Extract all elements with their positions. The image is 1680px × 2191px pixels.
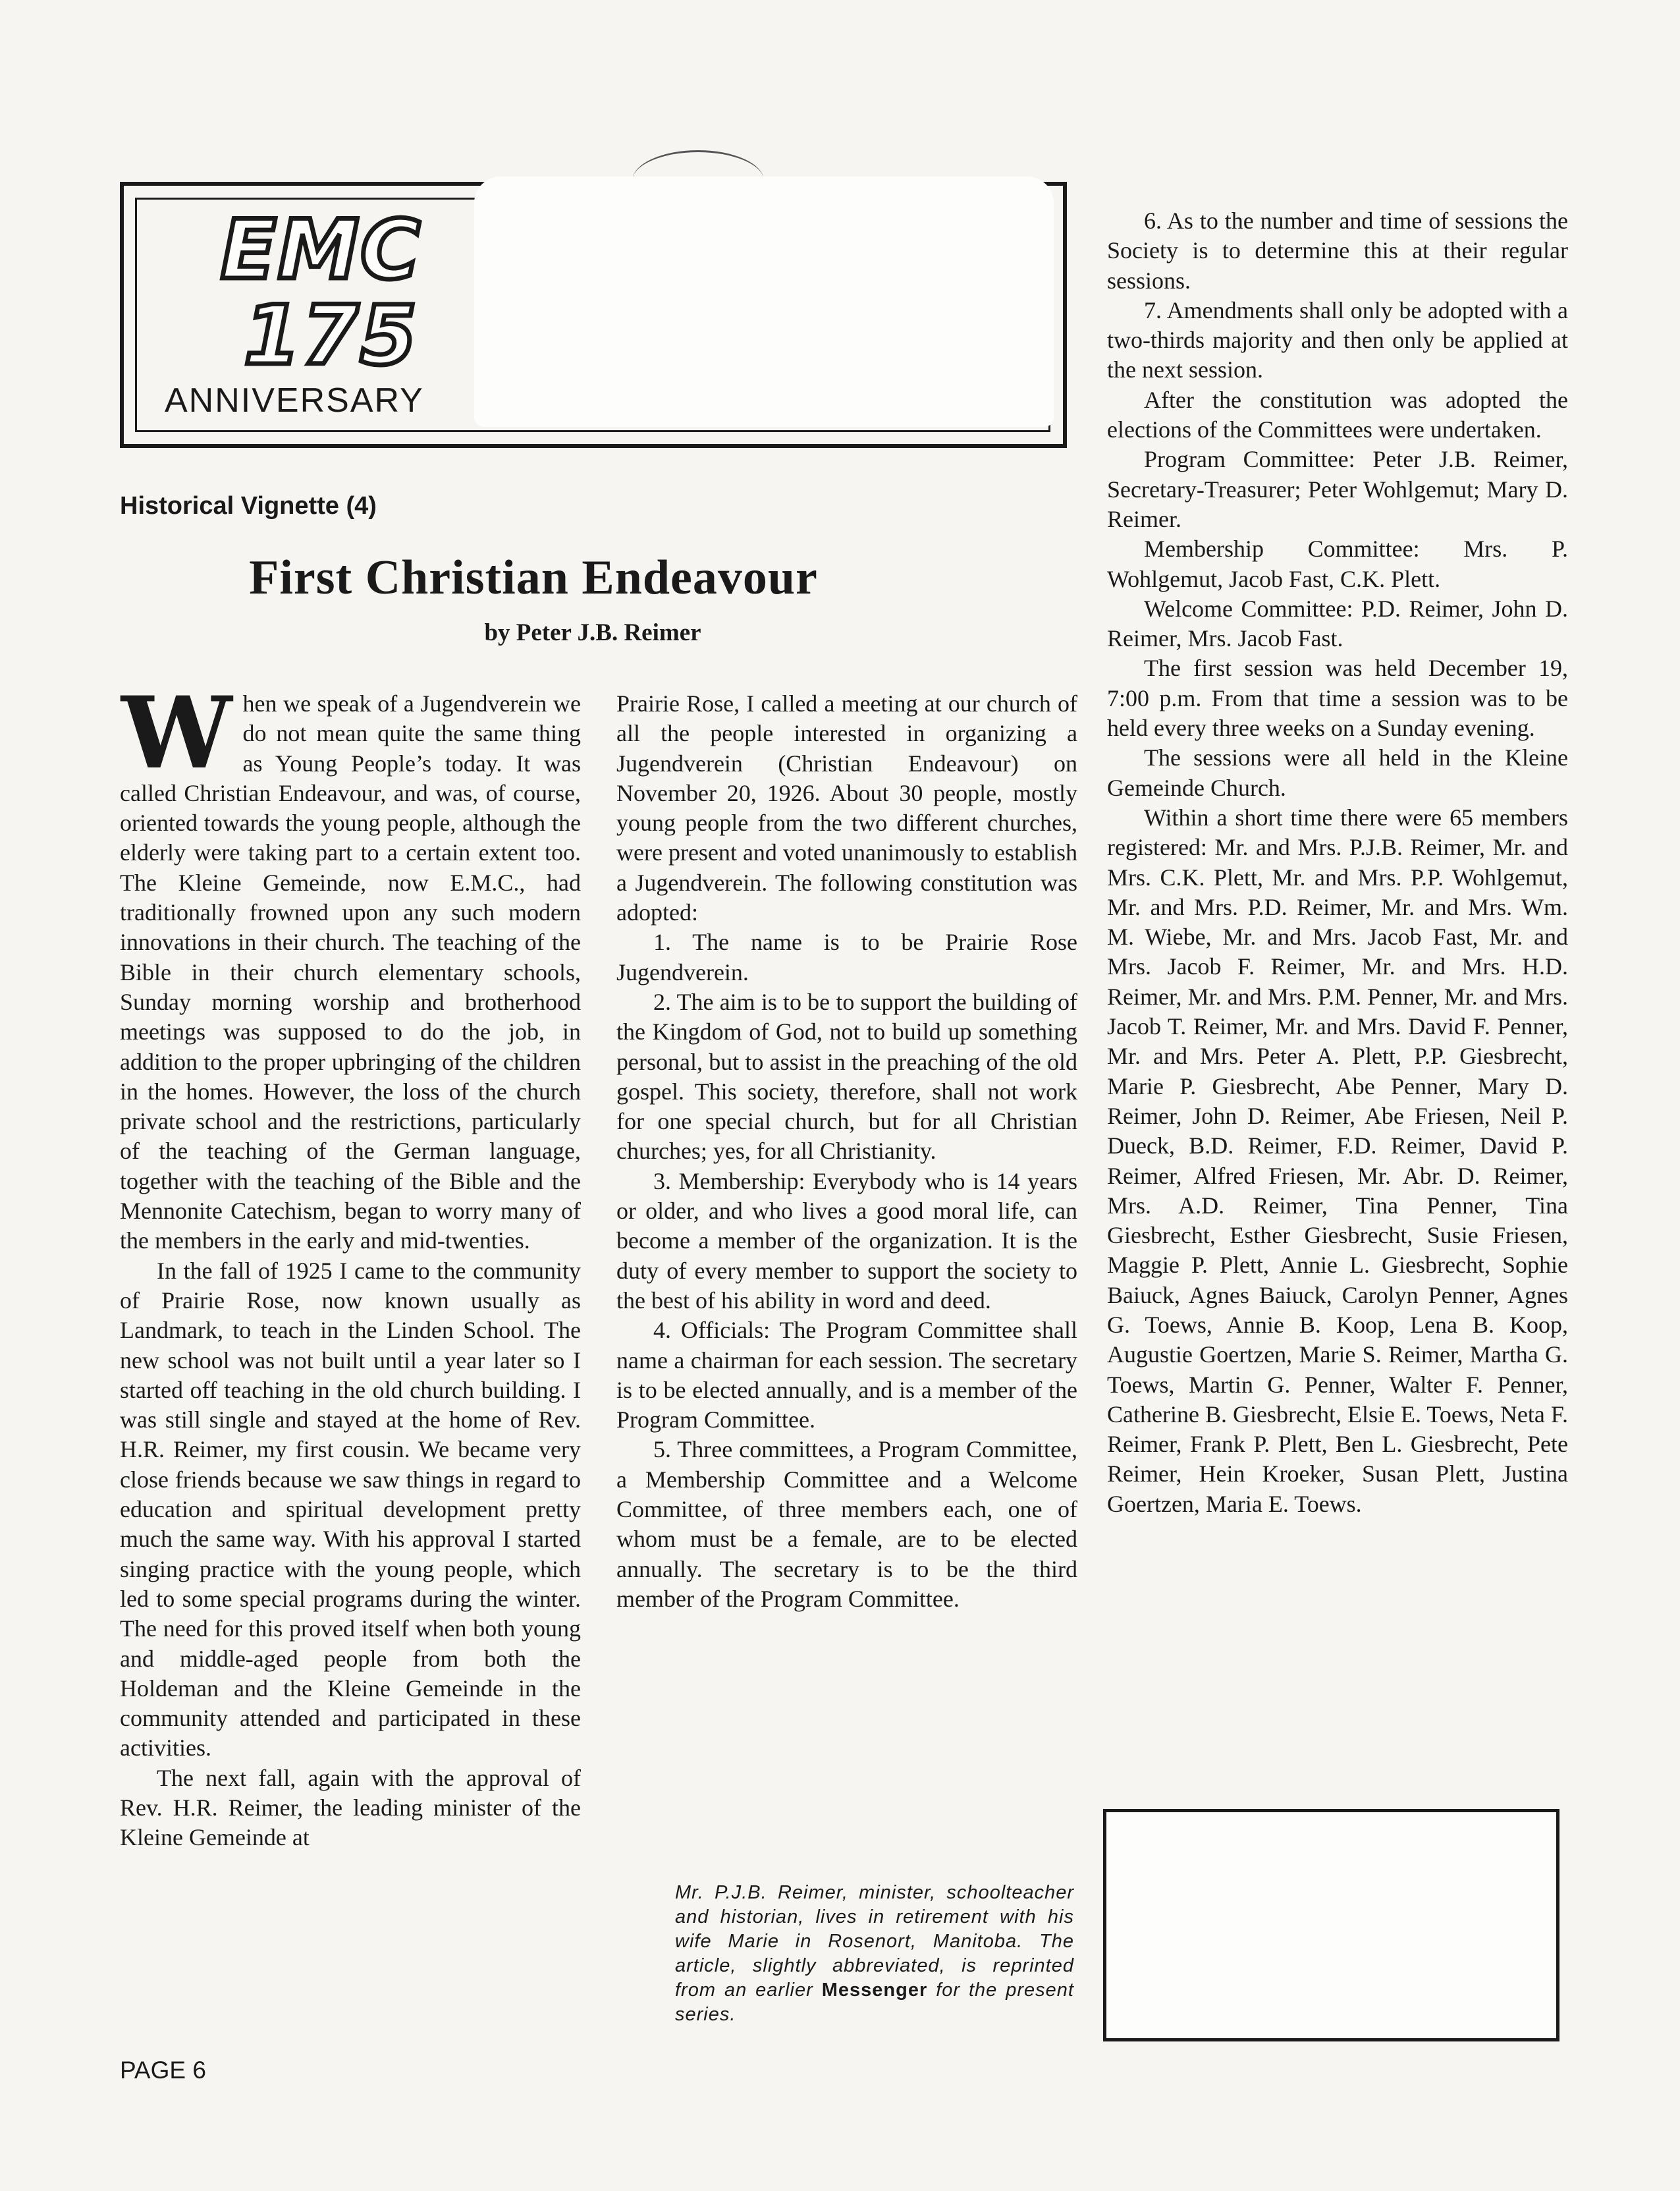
column-1-paragraph-1 — [120, 675, 581, 1256]
anniversary-label: ANNIVERSARY — [165, 381, 424, 420]
caption-text: Mr. P.J.B. Reimer, minister, schoolteacher and historian, lives in retirement with his wife Marie in Rosenort, Manitoba. The article, slightly abbreviated, is reprinted from an earlier — [675, 1882, 1074, 2001]
column-2-paragraph-1: Prairie Rose, I called a meeting at our church of all the people interested in organizing a Jugendverein (Christian Endeavour) on November 20, 1926. About 30 people, mostly young people from the two different churches, were present and voted unanimously to establish a Jugendverein. The following constitution was adopted: — [616, 690, 1077, 926]
constitution-item-3: 3. Membership: Everybody who is 14 years or older, and who lives a good moral life, can become a member of the organization. It is the duty of every member to support the society to the best of his ability in word and deed. — [616, 1167, 1077, 1314]
series-label: Historical Vignette (4) — [120, 492, 377, 520]
column-3-paragraph-3: After the constitution was adopted the elections of the Committees were undertaken. — [1107, 386, 1568, 443]
author-caption — [675, 1881, 1074, 2027]
welcome-committee: Welcome Committee: P.D. Reimer, John D. Reimer, Mrs. Jacob Fast. — [1107, 595, 1568, 652]
caption-publication: Messenger — [821, 1980, 928, 2001]
article-column-3 — [1107, 206, 1568, 1519]
membership-committee: Membership Committee: Mrs. P. Wohlgemut, Jacob Fast, C.K. Plett. — [1107, 536, 1568, 592]
constitution-item-7: 7. Amendments shall only be adopted with a two-thirds majority and then only be applied at the next session. — [1107, 296, 1568, 383]
constitution-item-5: 5. Three committees, a Program Committee, a Membership Committee and a Welcome Committee, of three members each, one of whom must be a female, are to be elected annually. The secretary is to be the third member of the Program Committee. — [616, 1436, 1077, 1612]
article-column-2 — [616, 689, 1077, 1614]
blank-box — [1103, 1809, 1559, 2041]
page-number: PAGE 6 — [120, 2057, 206, 2084]
caption-text-end: for the present series. — [675, 1980, 1074, 2025]
program-committee: Program Committee: Peter J.B. Reimer, Secretary-Treasurer; Peter Wohlgemut; Mary D. Reimer. — [1107, 446, 1568, 532]
emc-logo: EMC — [221, 203, 422, 298]
anniversary-number-logo: 175 — [244, 289, 418, 383]
member-list: Within a short time there were 65 members registered: Mr. and Mrs. P.J.B. Reimer, Mr. and Mrs. C.K. Plett, Mr. and Mrs. P.P. Wohlgemut, Mr. and Mrs. P.D. Reimer, Mr. and Mrs. Wm. M. Wiebe, Mr. and Mrs. Jacob Fast, Mr. and Mrs. Jacob F. Reimer, Mr. and Mrs. H.D. Reimer, Mr. and Mrs. P.M. Penner, Mr. and Mrs. Jacob T. Reimer, Mr. and Mrs. David F. Penner, Mr. and Mrs. Peter A. Plett, P.P. Giesbrecht, Marie P. Giesbrecht, Abe Penner, Mary D. Reimer, John D. Reimer, Abe Friesen, Neil P. Dueck, B.D. Reimer, F.D. Reimer, David P. Reimer, Alfred Friesen, Mr. Abr. D. Reimer, Mrs. A.D. Reimer, Tina Penner, Tina Giesbrecht, Esther Giesbrecht, Susie Friesen, Maggie P. Plett, Annie L. Giesbrecht, Sophie Baiuck, Agnes Baiuck, Carolyn Penner, Agnes G. Toews, Annie B. Koop, Lena B. Koop, Augustie Goertzen, Marie S. Reimer, Martha G. Toews, Martin G. Penner, Walter F. Penner, Catherine B. Giesbrecht, Elsie E. Toews, Neta F. Reimer, Frank P. Plett, Ben L. Giesbrecht, Pete Reimer, Hein Kroeker, Susan Plett, Justina Goertzen, Maria E. Toews. — [1107, 804, 1568, 1517]
first-session: The first session was held December 19, 7:00 p.m. From that time a session was to be held every three weeks on a Sunday evening. — [1107, 655, 1568, 742]
article-column-1 — [120, 675, 581, 1853]
article-byline: by Peter J.B. Reimer — [484, 619, 701, 646]
drop-cap: W — [121, 675, 232, 791]
constitution-item-4: 4. Officials: The Program Committee shall name a chairman for each session. The secretary is to be elected annually, and is a member of the Program Committee. — [616, 1317, 1077, 1433]
constitution-item-6: 6. As to the number and time of sessions the Society is to determine this at their regular sessions. — [1107, 208, 1568, 294]
constitution-item-1: 1. The name is to be Prairie Rose Jugendverein. — [616, 929, 1077, 985]
column-1-paragraph-2: In the fall of 1925 I came to the community of Prairie Rose, now known usually as Landmark, to teach in the Linden School. The new school was not built until a year later so I started off teaching in the old church building. I was still single and stayed at the home of Rev. H.R. Reimer, my first cousin. We became very close friends because we saw things in regard to education and spiritual development pretty much the same way. With his approval I started singing practice with the young people, which led to some special programs during the winter. The need for this proved itself when both young and middle-aged people from both the Holdeman and the Kleine Gemeinde in the community attended and participated in these activities. — [120, 1257, 581, 1761]
anniversary-box-blank-panel — [474, 177, 1054, 427]
article-title: First Christian Endeavour — [249, 551, 818, 605]
column-1-paragraph-3: The next fall, again with the approval of Rev. H.R. Reimer, the leading minister of the Kleine Gemeinde at — [120, 1764, 581, 1851]
column-1-paragraph-1-text: hen we speak of a Jugendverein we do not mean quite the same thing as Young People’s today. It was called Christian Endeavour, and was, of course, oriented towards the young people, although the elderly were taking part to a certain extent too. The Kleine Gemeinde, now E.M.C., had traditionally frowned upon any such modern innovations in their church. The teaching of the Bible in their church elementary schools, Sunday morning worship and brotherhood meetings was supposed to do the job, in addition to the proper upbringing of the children in the homes. However, the loss of the church private school and the restrictions, particularly of the teaching of the German language, together with the teaching of the Bible and the Mennonite Catechism, began to worry many of the members in the early and mid-twenties. — [120, 690, 581, 1254]
constitution-item-2: 2. The aim is to be to support the building of the Kingdom of God, not to build up something personal, but to assist in the preaching of the old gospel. This society, therefore, shall not work for one special church, but for all Christian churches; yes, for all Christianity. — [616, 988, 1077, 1165]
session-location: The sessions were all held in the Kleine Gemeinde Church. — [1107, 744, 1568, 801]
